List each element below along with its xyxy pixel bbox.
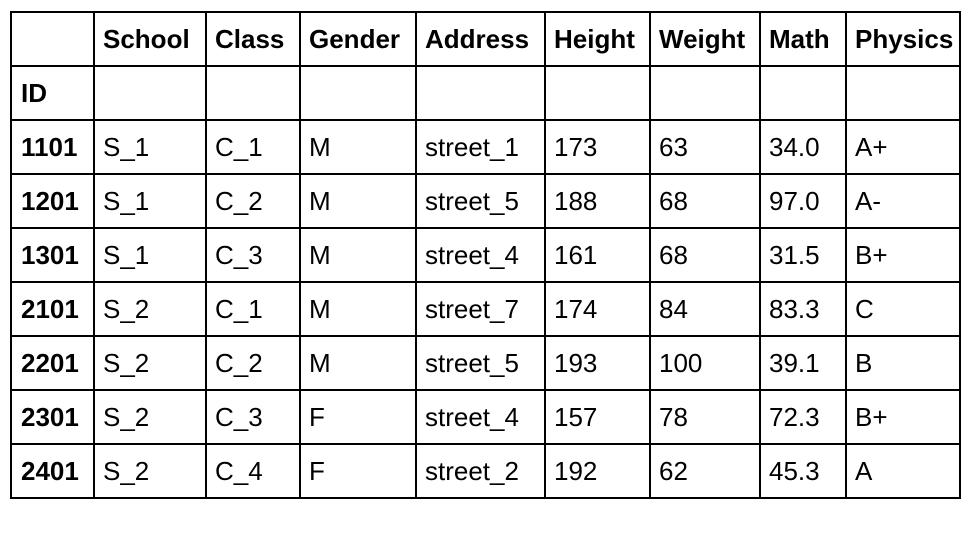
- table-cell-school: S_2: [94, 390, 206, 444]
- table-cell-class: C_3: [206, 228, 300, 282]
- dataframe-table: [10, 11, 961, 499]
- table-cell-height: 192: [545, 444, 650, 498]
- table-cell-school: S_2: [94, 444, 206, 498]
- table-cell-gender: M: [300, 174, 416, 228]
- row-index-cell: 1101: [11, 120, 94, 174]
- table-cell-weight: 62: [650, 444, 760, 498]
- column-header-class: Class: [206, 12, 300, 66]
- empty-header-cell: [94, 66, 206, 120]
- row-index-cell: 1301: [11, 228, 94, 282]
- empty-header-cell: [760, 66, 846, 120]
- table-row: [11, 444, 960, 498]
- table-cell-class: C_4: [206, 444, 300, 498]
- table-cell-math: 39.1: [760, 336, 846, 390]
- table-cell-math: 83.3: [760, 282, 846, 336]
- table-cell-school: S_1: [94, 228, 206, 282]
- table-cell-weight: 63: [650, 120, 760, 174]
- table-cell-physics: C: [846, 282, 960, 336]
- column-header-height: Height: [545, 12, 650, 66]
- table-cell-weight: 100: [650, 336, 760, 390]
- table-row: [11, 120, 960, 174]
- table-cell-math: 34.0: [760, 120, 846, 174]
- empty-header-cell: [206, 66, 300, 120]
- table-cell-address: street_5: [416, 174, 545, 228]
- table-cell-height: 173: [545, 120, 650, 174]
- row-index-cell: 2101: [11, 282, 94, 336]
- table-cell-school: S_1: [94, 174, 206, 228]
- corner-header-cell: [11, 12, 94, 66]
- table-cell-address: street_7: [416, 282, 545, 336]
- table-cell-height: 188: [545, 174, 650, 228]
- table-cell-height: 157: [545, 390, 650, 444]
- table-cell-weight: 68: [650, 174, 760, 228]
- table-cell-physics: B+: [846, 390, 960, 444]
- table-cell-school: S_1: [94, 120, 206, 174]
- table-cell-weight: 78: [650, 390, 760, 444]
- empty-header-cell: [545, 66, 650, 120]
- table-row: [11, 282, 960, 336]
- table-cell-gender: M: [300, 336, 416, 390]
- index-name-header: ID: [11, 66, 94, 120]
- table-cell-address: street_1: [416, 120, 545, 174]
- empty-header-cell: [650, 66, 760, 120]
- table-row: [11, 174, 960, 228]
- table-cell-math: 97.0: [760, 174, 846, 228]
- table-row: [11, 228, 960, 282]
- table-cell-class: C_1: [206, 282, 300, 336]
- table-cell-school: S_2: [94, 282, 206, 336]
- column-header-math: Math: [760, 12, 846, 66]
- table-cell-address: street_2: [416, 444, 545, 498]
- table-cell-address: street_4: [416, 228, 545, 282]
- table-row: [11, 390, 960, 444]
- table-cell-math: 31.5: [760, 228, 846, 282]
- table-cell-gender: M: [300, 282, 416, 336]
- table-cell-class: C_2: [206, 336, 300, 390]
- row-index-cell: 2401: [11, 444, 94, 498]
- empty-header-cell: [846, 66, 960, 120]
- table-cell-gender: M: [300, 228, 416, 282]
- empty-header-cell: [300, 66, 416, 120]
- column-header-address: Address: [416, 12, 545, 66]
- table-cell-class: C_1: [206, 120, 300, 174]
- column-header-school: School: [94, 12, 206, 66]
- row-index-cell: 1201: [11, 174, 94, 228]
- table-cell-height: 193: [545, 336, 650, 390]
- column-header-gender: Gender: [300, 12, 416, 66]
- column-header-physics: Physics: [846, 12, 960, 66]
- table-row: [11, 336, 960, 390]
- table-cell-weight: 84: [650, 282, 760, 336]
- table-cell-school: S_2: [94, 336, 206, 390]
- table-cell-physics: A: [846, 444, 960, 498]
- empty-header-cell: [416, 66, 545, 120]
- table-cell-math: 72.3: [760, 390, 846, 444]
- index-name-row: [11, 66, 960, 120]
- table-cell-gender: M: [300, 120, 416, 174]
- table-cell-math: 45.3: [760, 444, 846, 498]
- table-cell-gender: F: [300, 390, 416, 444]
- table-cell-physics: A+: [846, 120, 960, 174]
- table-cell-physics: B: [846, 336, 960, 390]
- table-cell-address: street_4: [416, 390, 545, 444]
- table-cell-physics: B+: [846, 228, 960, 282]
- table-cell-physics: A-: [846, 174, 960, 228]
- row-index-cell: 2201: [11, 336, 94, 390]
- table-cell-class: C_3: [206, 390, 300, 444]
- table-cell-class: C_2: [206, 174, 300, 228]
- table-cell-height: 161: [545, 228, 650, 282]
- column-header-row: [11, 12, 960, 66]
- table-cell-gender: F: [300, 444, 416, 498]
- column-header-weight: Weight: [650, 12, 760, 66]
- table-cell-weight: 68: [650, 228, 760, 282]
- table-cell-height: 174: [545, 282, 650, 336]
- table-cell-address: street_5: [416, 336, 545, 390]
- row-index-cell: 2301: [11, 390, 94, 444]
